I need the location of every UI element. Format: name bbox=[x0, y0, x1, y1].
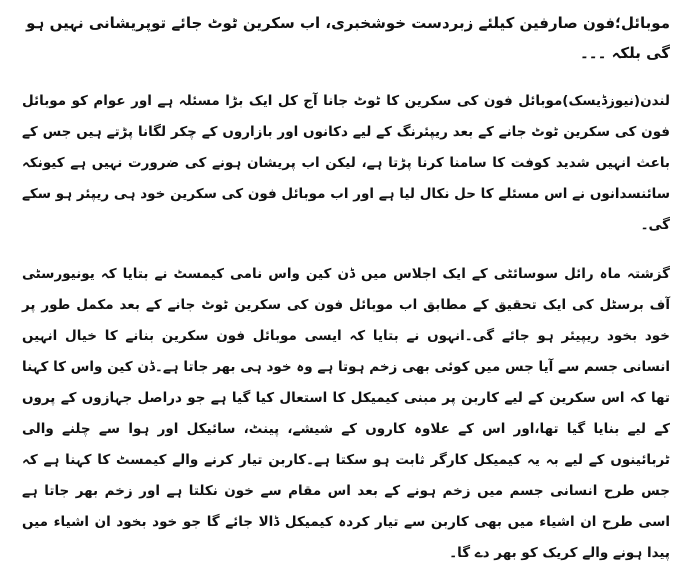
news-article bbox=[22, 8, 670, 587]
article-headline: موبائل؛فون صارفین کیلئے زبردست خوشخبری، اب سکرین ٹوٹ جائے توپریشانی نہیں ہو گی بلکہ ۔۔۔ bbox=[26, 14, 670, 62]
article-paragraph-2: گزشتہ ماہ رائل سوسائٹی کے ایک اجلاس میں ڈن کین واس نامی کیمسٹ نے بتایا کہ یونیورسٹی آف برسٹل کی ایک تحقیق کے مطابق اب موبائل فون کی سکرین ٹوٹ جانے کے بعد مکمل طور پر خود بخود ریپیئر ہو جائے گی۔انہوں نے بتایا کہ ایسی موبائل فون سکرین بنانے کا خیال انہیں انسانی جسم سے آیا جس میں کوئی بھی زخم ہوتا ہے وہ خود ہی بھر جاتا ہے۔ڈن کین واس کا کہنا تھا کہ اس سکرین کے لیے کاربن پر مبنی کیمیکل کا استعال کیا گیا ہے جو دراصل جہازوں کے پروں کے لیے بنایا گیا تھا،اور اس کے علاوہ کاروں کے شیشے، پینٹ، سائیکل اور ہوا سے چلنے والی ٹربائینوں کے لیے بہ یہ کیمیکل کارگر ثابت ہو سکتا ہے۔کاربن تیار کرنے والے کیمسٹ کا کہنا ہے کہ جس طرح انسانی جسم میں زخم ہونے کے بعد اس مقام سے خون نکلتا ہے اور زخم بھر جاتا ہے اسی طرح ان اشیاء میں بھی کاربن سے تیار کردہ کیمیکل ڈالا جائے گا جو خود بخود ان اشیاء میں پیدا ہونے والے کریک کو بھر دے گا۔ bbox=[22, 266, 670, 561]
article-paragraph-1: لندن(نیوزڈیسک)موبائل فون کی سکرین کا ٹوٹ جانا آج کل ایک بڑا مسئلہ ہے اور عوام کو موبائل فون کی سکرین ٹوٹ جانے کے بعد ریپئرنگ کے لیے دکانوں اور بازاروں کے چکر لگانا پڑتے ہیں جس کے باعث انہیں شدید کوفت کا سامنا کرنا پڑتا ہے، لیکن اب پریشان ہونے کی ضرورت نہیں ہے کیونکہ سائنسدانوں نے اس مسئلے کا حل نکال لیا ہے اور اب موبائل فون کی سکرین خود ہی ریپئر ہو سکے گی۔ bbox=[22, 93, 670, 233]
